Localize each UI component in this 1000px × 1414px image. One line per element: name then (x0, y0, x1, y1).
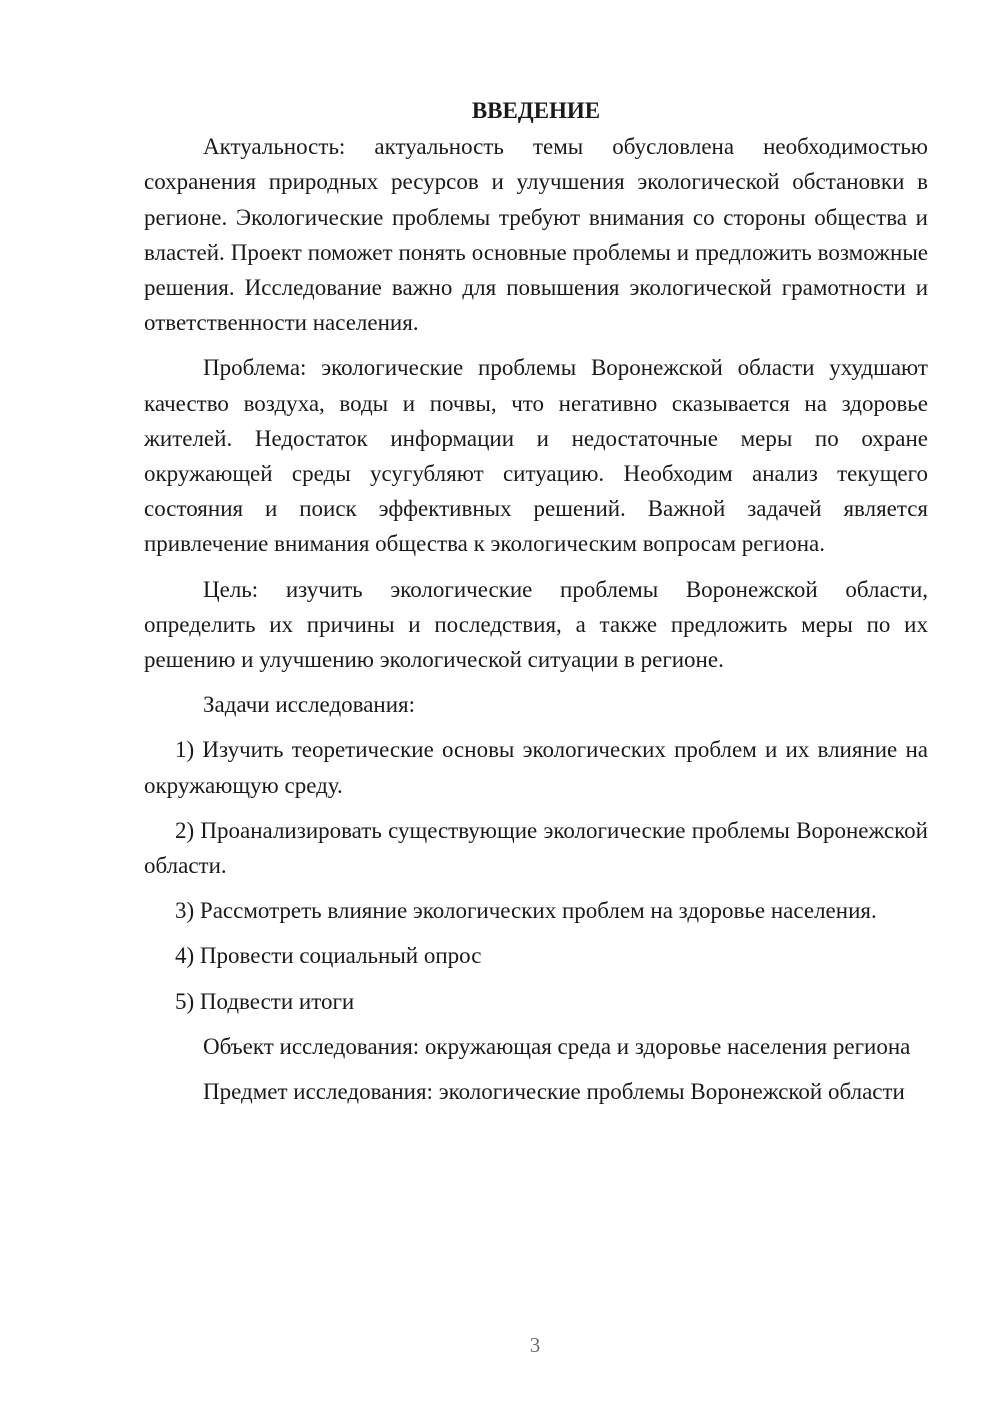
research-object-paragraph: Объект исследования: окружающая среда и здоровье населения региона (203, 1033, 911, 1059)
document-body (144, 93, 928, 1119)
task-item: 2) Проанализировать существующие экологические проблемы Воронежской области. (144, 817, 928, 879)
page-number: 3 (529, 1333, 541, 1357)
tasks-heading: Задачи исследования: (203, 692, 416, 718)
task-item: 3) Рассмотреть влияние экологических проблем на здоровье населения. (175, 898, 877, 924)
task-item: 5) Подвести итоги (175, 988, 355, 1014)
relevance-paragraph: Актуальность: актуальность темы обусловлена необходимостью сохранения природных ресурсов и улучшения экологической обстановки в регионе. Экологические проблемы требуют внимания со стороны общества и властей. Проект поможет понять основные проблемы и предложить возможные решения. Исследование важно для повышения экологической грамотности и ответственности населения. (144, 134, 928, 336)
problem-paragraph: Проблема: экологические проблемы Воронежской области ухудшают качество воздуха, воды и почвы, что негативно сказывается на здоровье жителей. Недостаток информации и недостаточные меры по охране окружающей среды усугубляют ситуацию. Необходим анализ текущего состояния и поиск эффективных решений. Важной задачей является привлечение внимания общества к экологическим вопросам региона. (144, 355, 928, 557)
page-title: ВВЕДЕНИЕ (471, 98, 601, 123)
task-item: 1) Изучить теоретические основы экологических проблем и их влияние на окружающую среду. (144, 737, 928, 798)
tasks-list (144, 732, 928, 1018)
research-subject-paragraph: Предмет исследования: экологические проблемы Воронежской области (203, 1079, 905, 1105)
goal-paragraph: Цель: изучить экологические проблемы Воронежской области, определить их причины и последствия, а также предложить меры по их решению и улучшению экологической ситуации в регионе. (144, 576, 928, 673)
task-item: 4) Провести социальный опрос (175, 943, 482, 969)
